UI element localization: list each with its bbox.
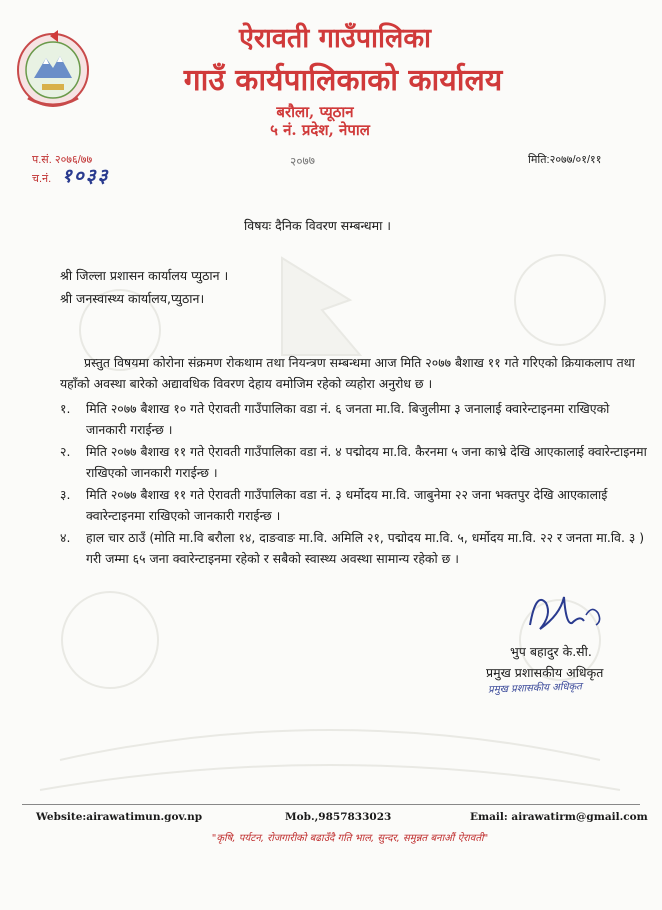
body-list	[60, 398, 650, 570]
recipient-2: श्री जनस्वास्थ्य कार्यालय,प्युठान।	[60, 291, 205, 306]
address-line-2: ५ नं. प्रदेश, नेपाल	[270, 121, 370, 139]
address-line-1: बरौला, प्यूठान	[276, 103, 354, 121]
office-subtitle: गाउँ कार्यपालिकाको कार्यालय	[183, 63, 503, 98]
handwritten-signature	[512, 585, 612, 647]
office-name: ऐरावती गाउँपालिका	[238, 23, 432, 54]
body-intro: प्रस्तुत विषयमा कोरोना संक्रमण रोकथाम तथा नियन्त्रण सम्बन्धमा आज मिति २०७७ बैशाख ११ गते गरिएको क्रियाकलाप तथा यहाँको अवस्था बारेको अद्यावधिक विवरण देहाय वमोजिम रहेको व्यहोरा अनुरोध छ ।	[60, 355, 635, 391]
chalani-label: च.नं.	[32, 173, 52, 185]
list-item-number: २.	[60, 444, 71, 459]
footer-website: Website:airawatimun.gov.np	[36, 811, 203, 823]
footer-divider	[22, 804, 640, 805]
recipient-1: श्री जिल्ला प्रशासन कार्यालय प्युठान ।	[60, 268, 229, 283]
list-item	[60, 398, 650, 440]
list-item-text: मिति २०७७ बैशाख ११ गते ऐरावती गाउँपालिका वडा नं. ४ पद्मोदय मा.वि. कैरनमा ५ जना काभ्रे देखि आएकालाई क्वारेन्टाइनमा राखिएको जानकारी गराईन्छ ।	[86, 444, 647, 480]
nepal-emblem-icon	[14, 28, 92, 110]
signatory-name: भुप बहादुर के.सी.	[510, 644, 592, 659]
list-item	[60, 527, 650, 569]
subject-line: विषयः दैनिक विवरण सम्बन्धमा ।	[244, 218, 392, 233]
footer-email: Email: airawatirm@gmail.com	[470, 811, 648, 823]
signatory-stamp: प्रमुख प्रशासकीय अधिकृत	[487, 681, 583, 696]
footer-motto: "कृषि, पर्यटन, रोजगारीको बढाउँदै गति भाल, सुन्दर, समुन्नत बनाऔं ऐरावती"	[211, 833, 489, 844]
date-stamp: २०७७	[289, 153, 316, 169]
list-item-number: ४.	[60, 530, 71, 545]
list-item	[60, 441, 650, 483]
list-item-text: मिति २०७७ बैशाख १० गते ऐरावती गाउँपालिका वडा नं. ६ जनता मा.वि. बिजुलीमा ३ जनालाई क्वारेन्टाइनमा राखिएको जानकारी गराईन्छ ।	[86, 401, 610, 437]
letter-date: मिति:२०७७/०१/११	[528, 154, 602, 166]
chalani-number: १०३३	[62, 165, 110, 187]
list-item-text: मिति २०७७ बैशाख ११ गते ऐरावती गाउँपालिका वडा नं. ३ धर्मोदय मा.वि. जाबुनेमा २२ जना भक्तपुर देखि आएकालाई क्वारेन्टाइनमा राखिएको जानकारी गराईन्छ ।	[86, 487, 608, 523]
footer-mobile: Mob.,9857833023	[285, 811, 392, 823]
patra-sankhya: प.सं. २०७६/७७	[32, 154, 93, 166]
list-item-number: १.	[60, 401, 71, 416]
list-item-number: ३.	[60, 487, 71, 502]
list-item-text: हाल चार ठाउँ (मोति मा.वि बरौला १४, दाङवाङ मा.वि. अमिलि २१, पद्मोदय मा.वि. ५, धर्मोदय मा.वि. २२ र जनता मा.वि. ३ ) गरी जम्मा ६५ जना क्वारेन्टाइनमा रहेको र सबैको स्वास्थ्य अवस्था सामान्य रहेको छ ।	[86, 530, 645, 566]
signatory-title: प्रमुख प्रशासकीय अधिकृत	[486, 665, 604, 680]
list-item	[60, 484, 650, 526]
